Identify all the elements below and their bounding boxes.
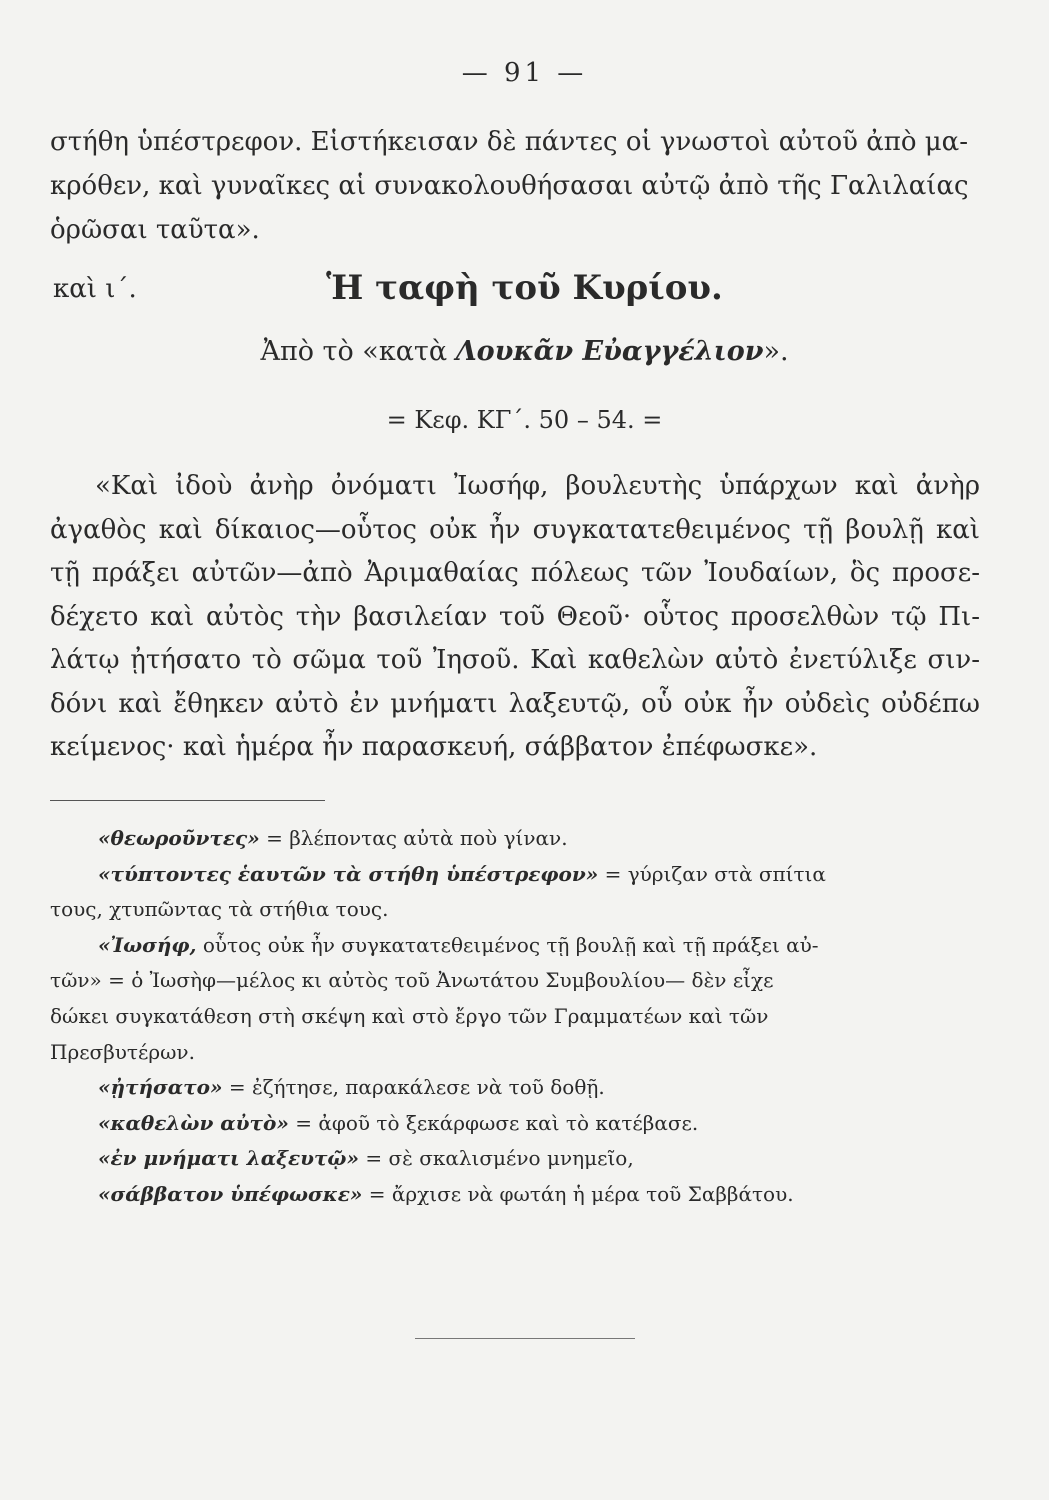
note-line	[50, 1141, 980, 1177]
bottom-divider	[415, 1338, 635, 1339]
source-prefix: Ἀπὸ τὸ «κατὰ	[260, 336, 456, 367]
note-term: «σάββατον ὑπέφωσκε»	[98, 1181, 363, 1206]
note-term: «ἐν μνήματι λαξευτῷ»	[98, 1146, 359, 1171]
footnote-divider	[50, 800, 325, 801]
note-line	[50, 857, 980, 893]
note-gloss: οὗτος οὐκ ἦν συγκατατεθειμένος τῇ βουλῇ καὶ τῇ πράξει αὐ-	[196, 932, 819, 957]
gospel-line: δόνι καὶ ἔθηκεν αὐτὸ ἐν μνήματι λαξευτῷ, οὗ οὐκ ἦν οὐδεὶς οὐδέπω	[50, 688, 980, 719]
note-gloss: τους, χτυπῶντας τὰ στήθια τους.	[50, 897, 389, 922]
page-number: — 91 —	[461, 58, 588, 88]
note-gloss: = σὲ σκαλισμένο μνημεῖο,	[358, 1146, 634, 1171]
note-line	[50, 1035, 980, 1071]
note-gloss: Πρεσβυτέρων.	[50, 1039, 195, 1064]
chapter-reference: = Κεφ. ΚΓ΄. 50 – 54. =	[386, 406, 663, 434]
note-line	[50, 1177, 980, 1213]
intro-line: ὁρῶσαι ταῦτα».	[50, 215, 260, 245]
note-term: «τύπτοντες ἑαυτῶν τὰ στήθη ὑπέστρεφον»	[98, 861, 599, 886]
note-gloss: = ἀφοῦ τὸ ξεκάρφωσε καὶ τὸ κατέβασε.	[288, 1110, 699, 1135]
note-gloss: = γύριζαν στὰ σπίτια	[598, 861, 826, 886]
intro-paragraph	[50, 120, 980, 252]
gospel-paragraph	[50, 465, 980, 770]
note-gloss: = ἐζήτησε, παρακάλεσε νὰ τοῦ δοθῇ.	[222, 1075, 605, 1100]
source-suffix: ».	[763, 336, 789, 367]
gospel-line: ἀγαθὸς καὶ δίκαιος—οὗτος οὐκ ἦν συγκατατεθειμένος τῇ βουλῇ καὶ	[50, 514, 980, 545]
note-line	[50, 821, 980, 857]
note-term: «Ἰωσήφ,	[98, 932, 197, 957]
source-line	[0, 336, 1049, 367]
source-book: Λουκᾶν Εὐαγγέλιον	[455, 336, 764, 367]
note-line	[50, 963, 980, 999]
gospel-line: «Καὶ ἰδοὺ ἀνὴρ ὀνόματι Ἰωσήφ, βουλευτὴς ὑπάρχων καὶ ἀνὴρ	[95, 471, 980, 501]
gospel-line: λάτῳ ᾐτήσατο τὸ σῶμα τοῦ Ἰησοῦ. Καὶ καθελὼν αὐτὸ ἐνετύλιξε σιν-	[50, 645, 980, 675]
note-gloss: δώκει συγκατάθεση στὴ σκέψη καὶ στὸ ἔργο τῶν Γραμματέων καὶ τῶν	[50, 1003, 769, 1028]
section-title: Ἡ ταφὴ τοῦ Κυρίου.	[326, 268, 723, 308]
gospel-line: δέχετο καὶ αὐτὸς τὴν βασιλείαν τοῦ Θεοῦ· οὗτος προσελθὼν τῷ Πι-	[50, 601, 980, 632]
gospel-line: τῇ πράξει αὐτῶν—ἀπὸ Ἀριμαθαίας πόλεως τῶν Ἰουδαίων, ὃς προσε-	[50, 558, 980, 588]
gospel-line: κείμενος· καὶ ἡμέρα ἦν παρασκευή, σάββατον ἐπέφωσκε».	[50, 732, 818, 762]
intro-line: κρόθεν, καὶ γυναῖκες αἱ συνακολουθήσασαι αὐτῷ ἀπὸ τῆς Γαλιλαίας	[50, 171, 969, 201]
note-gloss: τῶν» = ὁ Ἰωσὴφ—μέλος κι αὐτὸς τοῦ Ἀνωτάτου Συμβουλίου— δὲν εἶχε	[50, 968, 774, 993]
section-marker: καὶ ι΄.	[53, 274, 137, 304]
note-line	[50, 892, 980, 928]
note-term: «ᾐτήσατο»	[98, 1075, 223, 1100]
note-line	[50, 928, 980, 964]
note-gloss: = βλέποντας αὐτὰ ποὺ γίναν.	[259, 826, 568, 850]
note-line	[50, 999, 980, 1035]
note-term: «καθελὼν αὐτὸ»	[98, 1110, 289, 1135]
note-term: «θεωροῦντες»	[98, 826, 260, 850]
note-gloss: = ἄρχισε νὰ φωτάη ἡ μέρα τοῦ Σαββάτου.	[362, 1181, 794, 1206]
note-line	[50, 1106, 980, 1142]
intro-line: στήθη ὑπέστρεφον. Εἱστήκεισαν δὲ πάντες οἱ γνωστοὶ αὐτοῦ ἀπὸ μα-	[50, 127, 968, 157]
note-line	[50, 1070, 980, 1106]
glossary-notes	[50, 821, 980, 1213]
